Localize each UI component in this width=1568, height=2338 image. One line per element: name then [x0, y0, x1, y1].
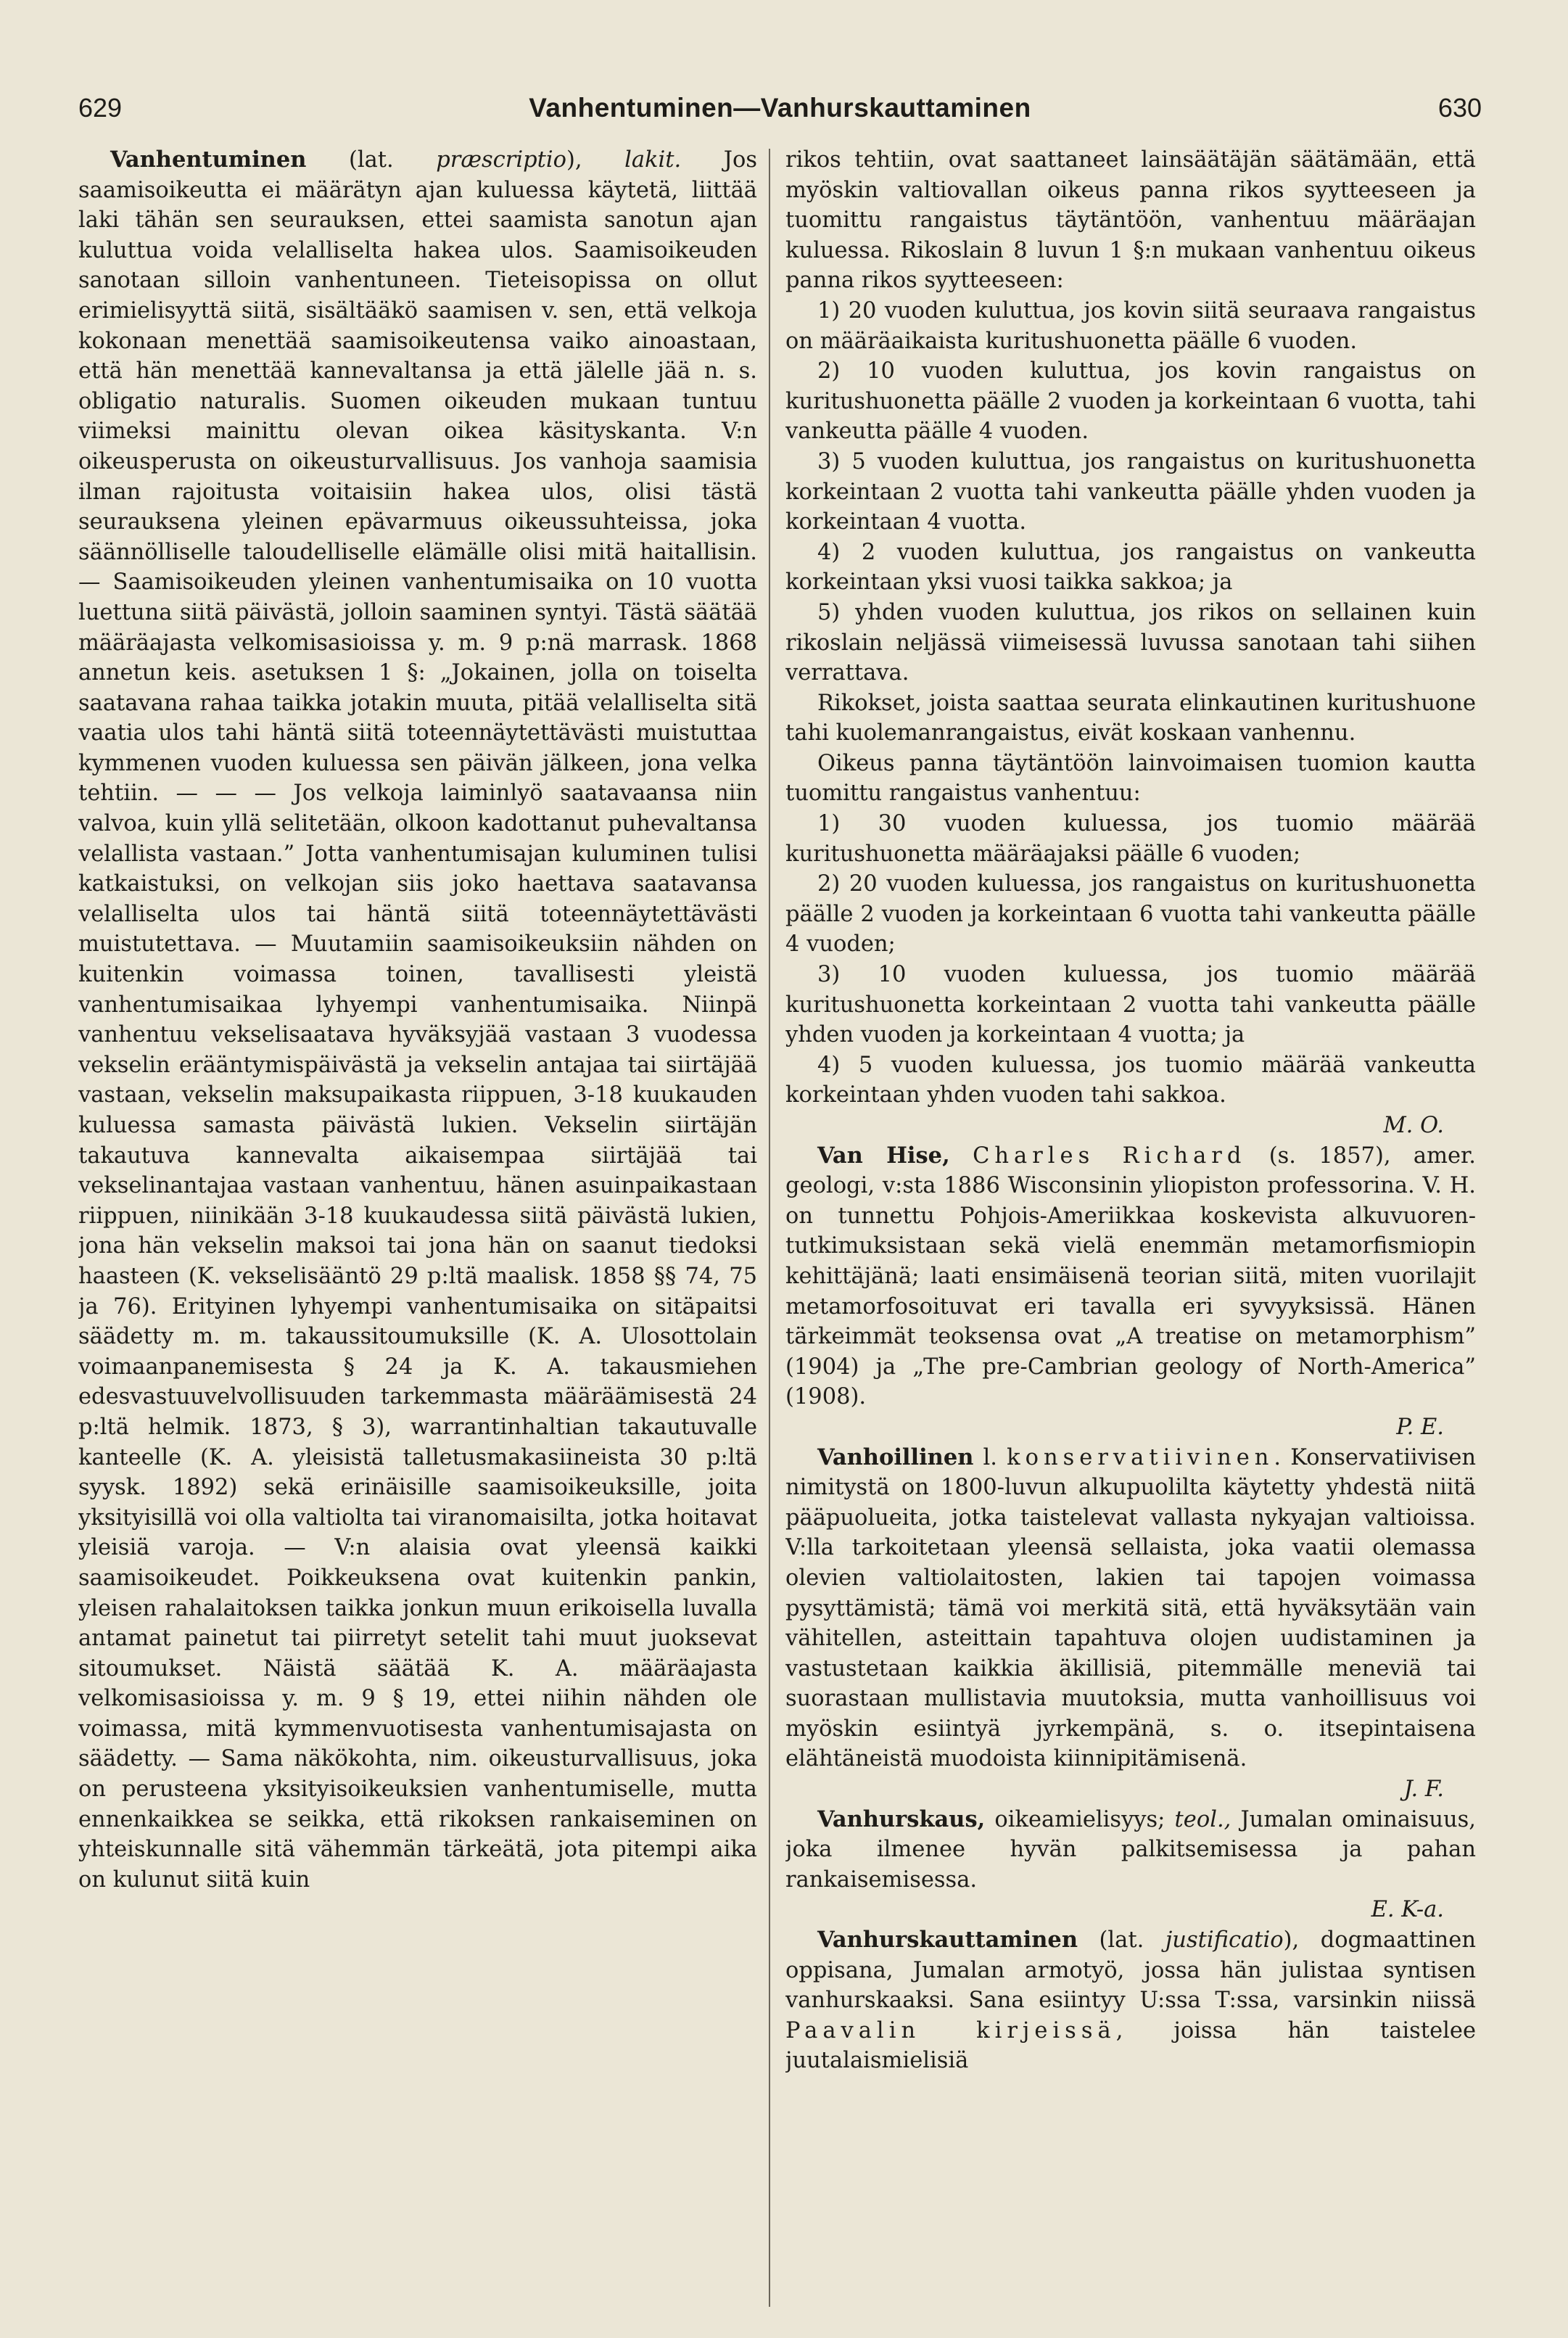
paragraph: Oikeus panna täytäntöön lainvoimaisen tuomion kautta tuomittu rangaistus vanhentuu: [785, 750, 1476, 807]
list-item: 1) 20 vuoden kuluttua, jos kovin siitä seuraava rangaistus on määräaikaista kuritushuonetta päälle 6 vuoden. [785, 297, 1476, 354]
entry-text: l. [973, 1444, 1007, 1470]
page-number-right: 630 [1437, 93, 1482, 123]
entry-text: ), [566, 147, 625, 173]
list-item: 3) 5 vuoden kuluttua, jos rangaistus on kuritushuonetta korkeintaan 2 vuotta tahi vankeutta päälle yhden vuoden ja korkeintaan 4 vuotta. [785, 448, 1476, 535]
entry-body: . Konservatiivisen nimitystä on 1800-luvun alkupuolilta käytetty yhdestä niitä pääpuolueita, jotka taistelevat vallasta nykyajan valtioissa. V:lla tarkoitetaan yleensä sellaista, joka vaatii olemassa olevien valtiolaitosten, lakien tai tapojen voimassa pysyttämistä; tämä voi merkitä sitä, että hyväksytään vain vähitellen, asteittain tapahtuva olojen uudistaminen ja vastustetaan kaikkia äkillisiä, pitemmälle meneviä tai suorastaan mullistavia muutoksia, mutta vanhoillisuus voi myöskin esiintyä jyrkempänä, s. o. itsepintaisena elähtäneistä muodoista kiinnipitämisenä. [785, 1444, 1476, 1772]
entry-body: Jumalan ominaisuus, joka ilmenee hyvän palkitsemisessa ja pahan rankaisemisessa. [785, 1806, 1476, 1893]
spaced-term: konservatiivinen [1007, 1444, 1274, 1470]
entry-vanhurskaus [785, 1805, 1476, 1895]
list-item: 2) 10 vuoden kuluttua, jos kovin rangaistus on kuritushuonetta päälle 2 vuoden ja korkeintaan 6 vuotta, tahi vankeutta päälle 4 vuoden. [785, 358, 1476, 445]
list-item: 4) 5 vuoden kuluessa, jos tuomio määrää vankeutta korkeintaan yhden vuoden tahi sakkoa. [785, 1052, 1476, 1108]
entry-text: (lat. [306, 147, 437, 173]
headword: Vanhentuminen [110, 147, 307, 173]
entry-body: Jos saamisoikeutta ei määrätyn ajan kuluessa käytetä, liittää laki tähän sen seurauksen, ettei saamista sanotun ajan kuluttua voida velalliselta hakea ulos. Saamisoikeuden sanotaan silloin vanhentuneen. Tieteisopissa on ollut erimielisyyttä siitä, sisältääkö saamisen v. sen, että velkoja kokonaan menettää saamisoikeutensa vaiko ainoastaan, että hän menettää kannevaltansa ja että jälelle jää n. s. obligatio naturalis. Suomen oikeuden mukaan tuntuu viimeksi mainittu olevan oikea käsityskanta. V:n oikeusperusta on oikeusturvallisuus. Jos vanhoja saamisia ilman rajoitusta voitaisiin hakea ulos, olisi tästä seurauksena yleinen epävarmuus oikeussuhteissa, joka säännölliselle taloudelliselle elämälle olisi mitä haitallisin. — Saamisoikeuden yleinen vanhentumisaika on 10 vuotta luettuna siitä päivästä, jolloin saaminen syntyi. Tästä säätää määräajasta velkomisasioissa y. m. 9 p:nä marrask. 1868 annetun keis. asetuksen 1 §: „Jokainen, jolla on toiselta saatavana rahaa taikka jotakin muuta, pitää velalliselta sitä vaatia ulos tahi häntä siitä toteennäytettävästi muistuttaa kymmenen vuoden kuluessa sen päivän jälkeen, jona velka tehtiin. — — — Jos velkoja laiminlyö saatavaansa niin valvoa, kuin yllä selitetään, olkoon kadottanut puhevaltansa velallista vastaan.” Jotta vanhentumisajan kuluminen tulisi katkaistuksi, on velkojan siis joko haettava saatavansa velalliselta ulos tai häntä siitä toteennäytettävästi muistutettava. — Muutamiin saamisoikeuksiin nähden on kuitenkin voimassa toinen, tavallisesti yleistä vanhentumisaikaa lyhyempi vanhentumisaika. Niinpä vanhentuu vekselisaatava hyväksyjää vastaan 3 vuodessa vekselin erääntymispäivästä ja vekselin antajaa tai siirtäjää vastaan, vekselin maksupaikasta riippuen, 3-18 kuukauden kuluessa samasta päivästä lukien. Vekselin siirtäjän takautuva kannevalta aikaisempaa siirtäjää tai vekselinantajaa vastaan vanhentuu, hänen asuinpaikastaan riippuen, niinikään 3-18 kuukaudessa siitä päivästä lukien, jona hän vekselin maksoi tai jona hän on saanut tiedoksi haasteen (K. vekselisääntö 29 p:ltä maalisk. 1858 §§ 74, 75 ja 76). Erityinen lyhyempi vanhentumisaika on sitäpaitsi säädetty m. m. takaussitoumuksille (K. A. Ulosottolain voimaanpanemisesta § 24 ja K. A. takausmiehen edesvastuuvelvollisuuden tarkemmasta määräämisestä 24 p:ltä helmik. 1873, § 3), warrantinhaltian takautuvalle kanteelle (K. A. yleisistä talletusmakasiineista 30 p:ltä syysk. 1892) sekä erinäisille saamisoikeuksille, joita yksityisillä voi olla valtiolta tai viranomaisilta, jotka hoitavat yleisiä varoja. — V:n alaisia ovat yleensä kaikki saamisoikeudet. Poikkeuksena ovat kuitenkin pankin, yleisen rahalaitoksen taikka jonkun muun erikoisella luvalla antamat painetut tai piirretyt setelit tahi muut juoksevat sitoumukset. Näistä säätää K. A. määräajasta velkomisasioissa y. m. 9 § 19, ettei niihin nähden ole voimassa, mitä kymmenvuotisesta vanhentumisajasta on säädetty. — Sama näkökohta, nim. oikeusturvallisuus, joka on perusteena yksityisoikeuksien vanhentumiselle, mutta ennenkaikkea se seikka, että rikoksen rankaiseminen on yhteiskunnalle sitä vähemmän tärkeätä, jota pitempi aika on kulunut siitä kuin [78, 147, 757, 1893]
entry-van-hise [785, 1141, 1476, 1412]
running-title: Vanhentuminen—Vanhurskauttaminen [529, 93, 1031, 123]
headword: Van Hise, [817, 1142, 950, 1169]
headword: Vanhoillinen [817, 1444, 974, 1470]
spaced-term: Paavalin kirjeissä [785, 2017, 1116, 2043]
column-divider [769, 149, 770, 2307]
entry-vanhurskauttaminen [785, 1925, 1476, 2076]
left-column [78, 145, 757, 2314]
author-signature: P. E. [1396, 1414, 1444, 1440]
continued-paragraph: rikos tehtiin, ovat saattaneet lainsäätäjän säätämään, että myöskin valtiovallan oikeus panna rikos syytteeseen ja tuomittu rangaistus täytäntöön, vanhentuu määräajan kuluessa. Rikoslain 8 luvun 1 §:n mukaan vanhentuu oikeus panna rikos syytteeseen: [785, 147, 1476, 294]
entry-vanhoillinen [785, 1443, 1476, 1775]
author-signature: M. O. [1383, 1113, 1444, 1138]
page-number-left: 629 [78, 93, 123, 123]
latin-term: præscriptio [436, 147, 566, 173]
spaced-name: Charles Richard [973, 1143, 1247, 1169]
author-signature: E. K-a. [1371, 1897, 1444, 1923]
subject-label: lakit. [624, 147, 682, 173]
list-item: 4) 2 vuoden kuluttua, jos rangaistus on vankeutta korkeintaan yksi vuosi taikka sakkoa; ja [785, 539, 1476, 596]
subject-label: teol., [1174, 1806, 1231, 1832]
entry-text: ), dogmaattinen oppisana, Jumalan armotyö, jossa hän julistaa syntisen vanhurskaaksi. Sana esiintyy U:ssa T:ssa, varsinkin niissä [785, 1927, 1476, 2014]
entry-text: , joissa hän taistelee juutalaismielisiä [785, 2017, 1476, 2074]
list-item: 3) 10 vuoden kuluessa, jos tuomio määrää kuritushuonetta korkeintaan 2 vuotta tahi vankeutta päälle yhden vuoden ja korkeintaan 4 vuotta; ja [785, 962, 1476, 1048]
running-header [78, 93, 1482, 129]
latin-term: justificatio [1165, 1927, 1284, 1954]
list-item: 2) 20 vuoden kuluessa, jos rangaistus on kuritushuonetta päälle 2 vuoden ja korkeintaan 6 vuotta tahi vankeutta päälle 4 vuoden; [785, 871, 1476, 958]
list-item: 1) 30 vuoden kuluessa, jos tuomio määrää kuritushuonetta määräajaksi päälle 6 vuoden; [785, 811, 1476, 867]
right-column [785, 145, 1476, 2314]
entry-vanhentuminen [78, 145, 757, 1895]
list-item: 5) yhden vuoden kuluttua, jos rikos on sellainen kuin rikoslain neljässä viimeisessä luvussa sanotaan tahi siihen verrattava. [785, 599, 1476, 686]
paragraph: Rikokset, joista saattaa seurata elinkautinen kuritushuone tahi kuolemanrangaistus, eivät koskaan vanhennu. [785, 690, 1476, 746]
entry-body: (s. 1857), amer. geologi, v:sta 1886 Wisconsinin yliopiston professorina. V. H. on tunnettu Pohjois-Ameriikkaa koskevista alkuvuoren-tutkimuksistaan sekä vielä enemmän metamorfismiopin kehittäjänä; laati ensimäisenä teorian siitä, miten vuorilajit metamorfosoituvat eri tavalla eri syvyyksissä. Hänen tärkeimmät teoksensa ovat „A treatise on metamorphism” (1904) ja „The pre-Cambrian geology of North-America” (1908). [785, 1143, 1476, 1410]
author-signature: J. F. [1403, 1777, 1444, 1803]
entry-text: (lat. [1078, 1927, 1165, 1954]
entry-text: oikeamielisyys; [985, 1806, 1175, 1832]
headword: Vanhurskaus, [817, 1806, 986, 1832]
headword: Vanhurskauttaminen [817, 1927, 1078, 1954]
